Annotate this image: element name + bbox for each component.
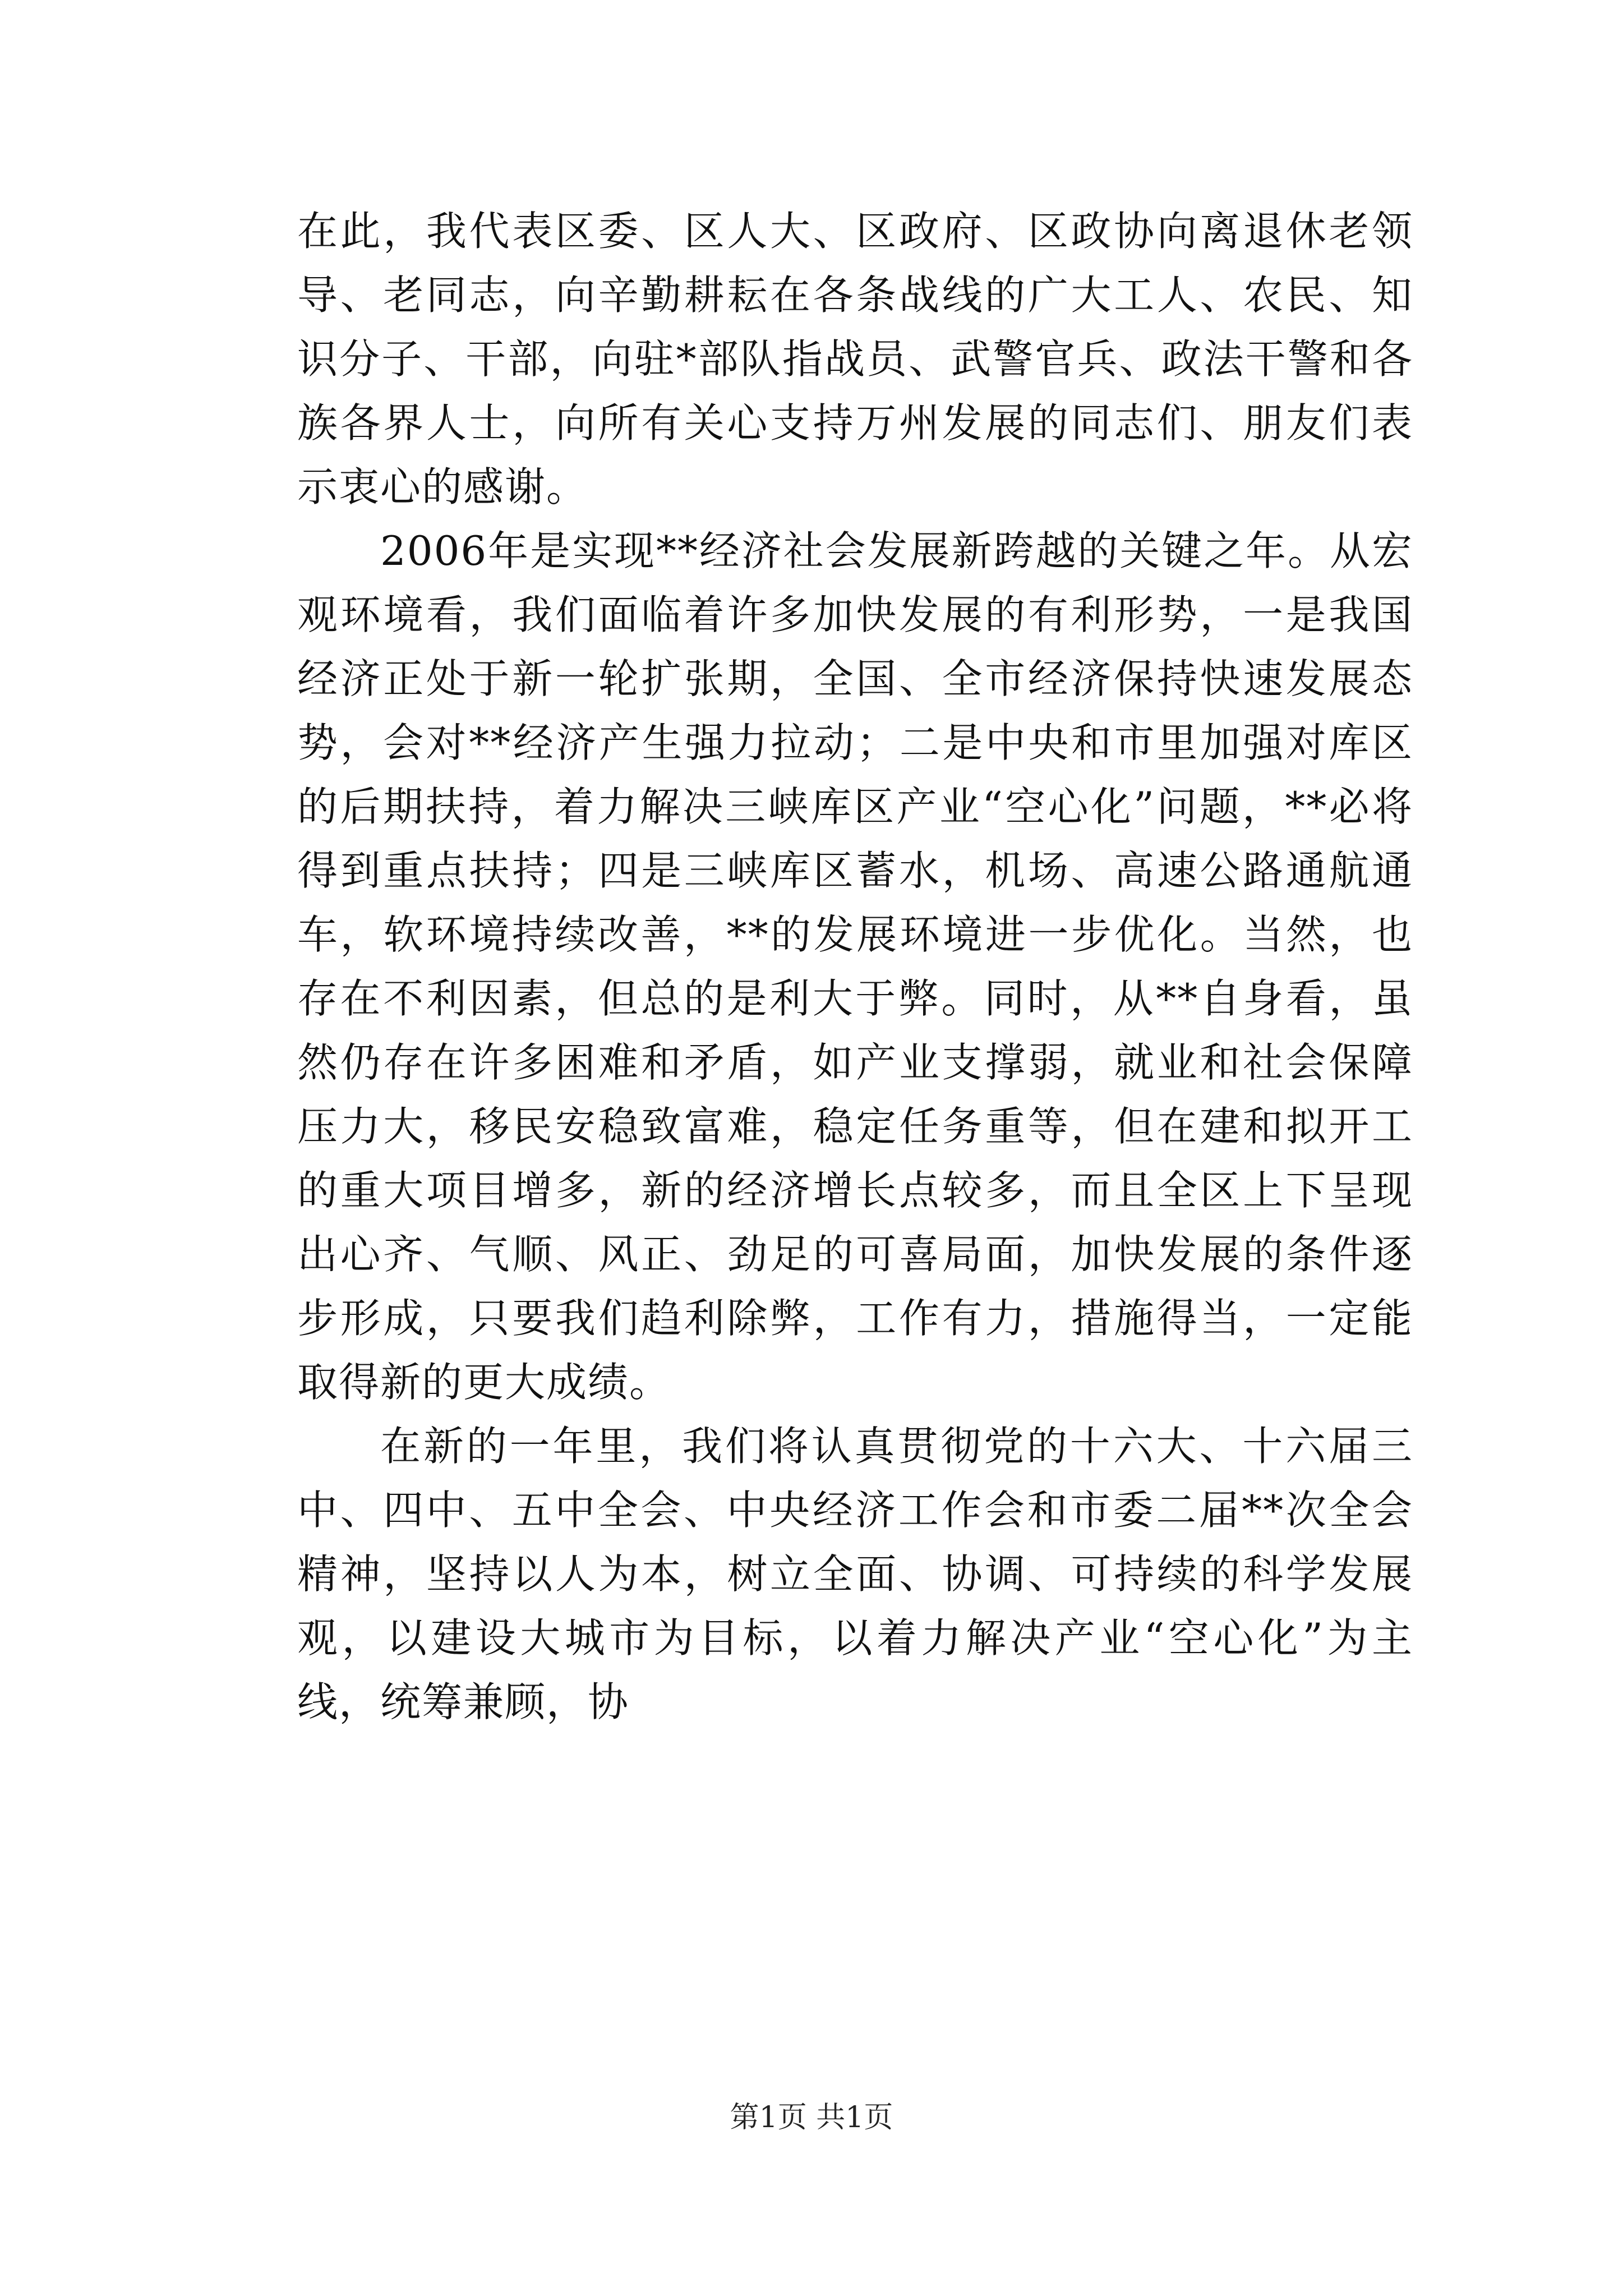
page-footer <box>0 2098 1623 2137</box>
document-body <box>297 199 1413 1734</box>
paragraph-thanks: 在此，我代表区委、区人大、区政府、区政协向离退休老领导、老同志，向辛勤耕耘在各条战线的广大工人、农民、知识分子、干部，向驻*部队指战员、武警官兵、政法干警和各族各界人士，向所有关心支持万州发展的同志们、朋友们表示衷心的感谢。 <box>297 208 1413 510</box>
page-number-label: 第1页 共1页 <box>730 2101 893 2134</box>
paragraph-situation: 2006年是实现**经济社会发展新跨越的关键之年。从宏观环境看，我们面临着许多加快发展的有利形势，一是我国经济正处于新一轮扩张期，全国、全市经济保持快速发展态势，会对**经济产生强力拉动；二是中央和市里加强对库区的后期扶持，着力解决三峡库区产业“空心化”问题，**必将得到重点扶持；四是三峡库区蓄水，机场、高速公路通航通车，软环境持续改善，**的发展环境进一步优化。当然，也存在不利因素，但总的是利大于弊。同时，从**自身看，虽然仍存在许多困难和矛盾，如产业支撑弱，就业和社会保障压力大，移民安稳致富难，稳定任务重等，但在建和拟开工的重大项目增多，新的经济增长点较多，而且全区上下呈现出心齐、气顺、风正、劲足的可喜局面，加快发展的条件逐步形成，只要我们趋利除弊，工作有力，措施得当，一定能取得新的更大成绩。 <box>297 527 1413 1406</box>
paragraph-new-year: 在新的一年里，我们将认真贯彻党的十六大、十六届三中、四中、五中全会、中央经济工作会和市委二届**次全会精神，坚持以人为本，树立全面、协调、可持续的科学发展观，以建设大城市为目标，以着力解决产业“空心化”为主线，统筹兼顾，协 <box>297 1423 1413 1726</box>
